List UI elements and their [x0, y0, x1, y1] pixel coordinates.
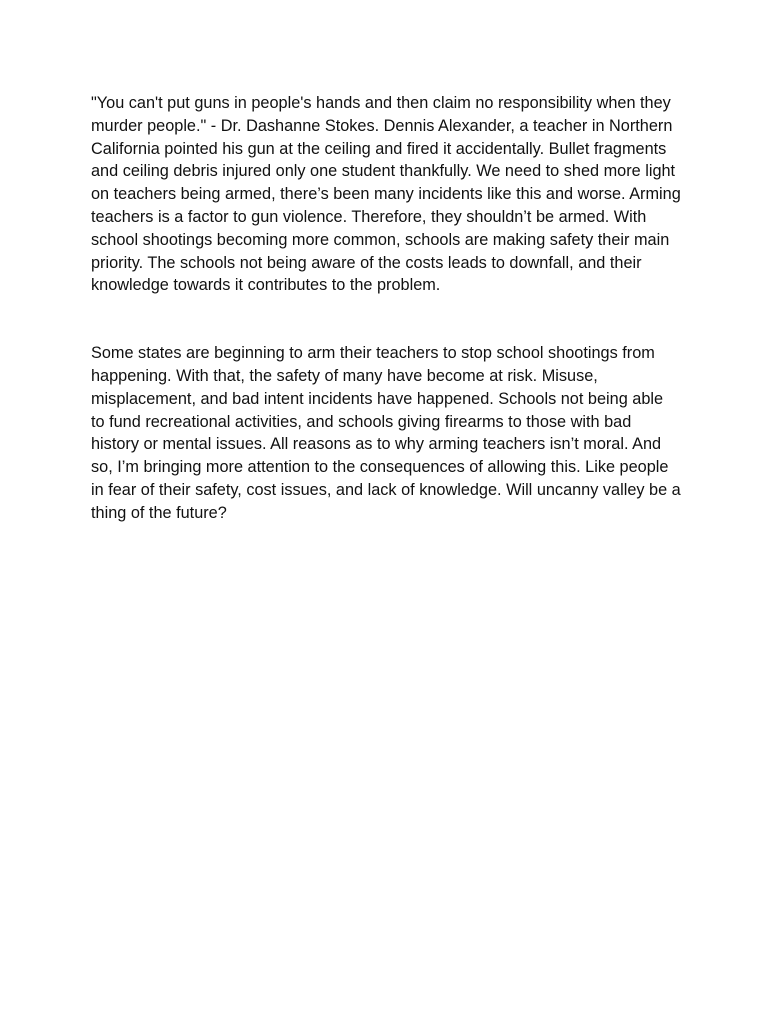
paragraph-second: Some states are beginning to arm their teachers to stop school shootings from happening. With that, the safety of many have become at risk. Misuse, misplacement, and bad intent incidents have happened. Schools not being able to fund recreational activities, and schools giving firearms to those with bad history or mental issues. All reasons as to why arming teachers isn’t moral. And so, I’m bringing more attention to the consequences of allowing this. Like people in fear of their safety, cost issues, and lack of knowledge. Will uncanny valley be a thing of the future? — [91, 344, 681, 522]
paragraph-introduction: "You can't put guns in people's hands and then claim no responsibility when they murder people." - Dr. Dashanne Stokes. Dennis Alexander, a teacher in Northern California pointed his gun at the ceiling and fired it accidentally. Bullet fragments and ceiling debris injured only one student thankfully. We need to shed more light on teachers being armed, there’s been many incidents like this and worse. Arming teachers is a factor to gun violence. Therefore, they shouldn’t be armed. With school shootings becoming more common, schools are making safety their main priority. The schools not being aware of the costs leads to downfall, and their knowledge towards it contributes to the problem. — [91, 94, 681, 295]
document-body — [91, 92, 681, 525]
